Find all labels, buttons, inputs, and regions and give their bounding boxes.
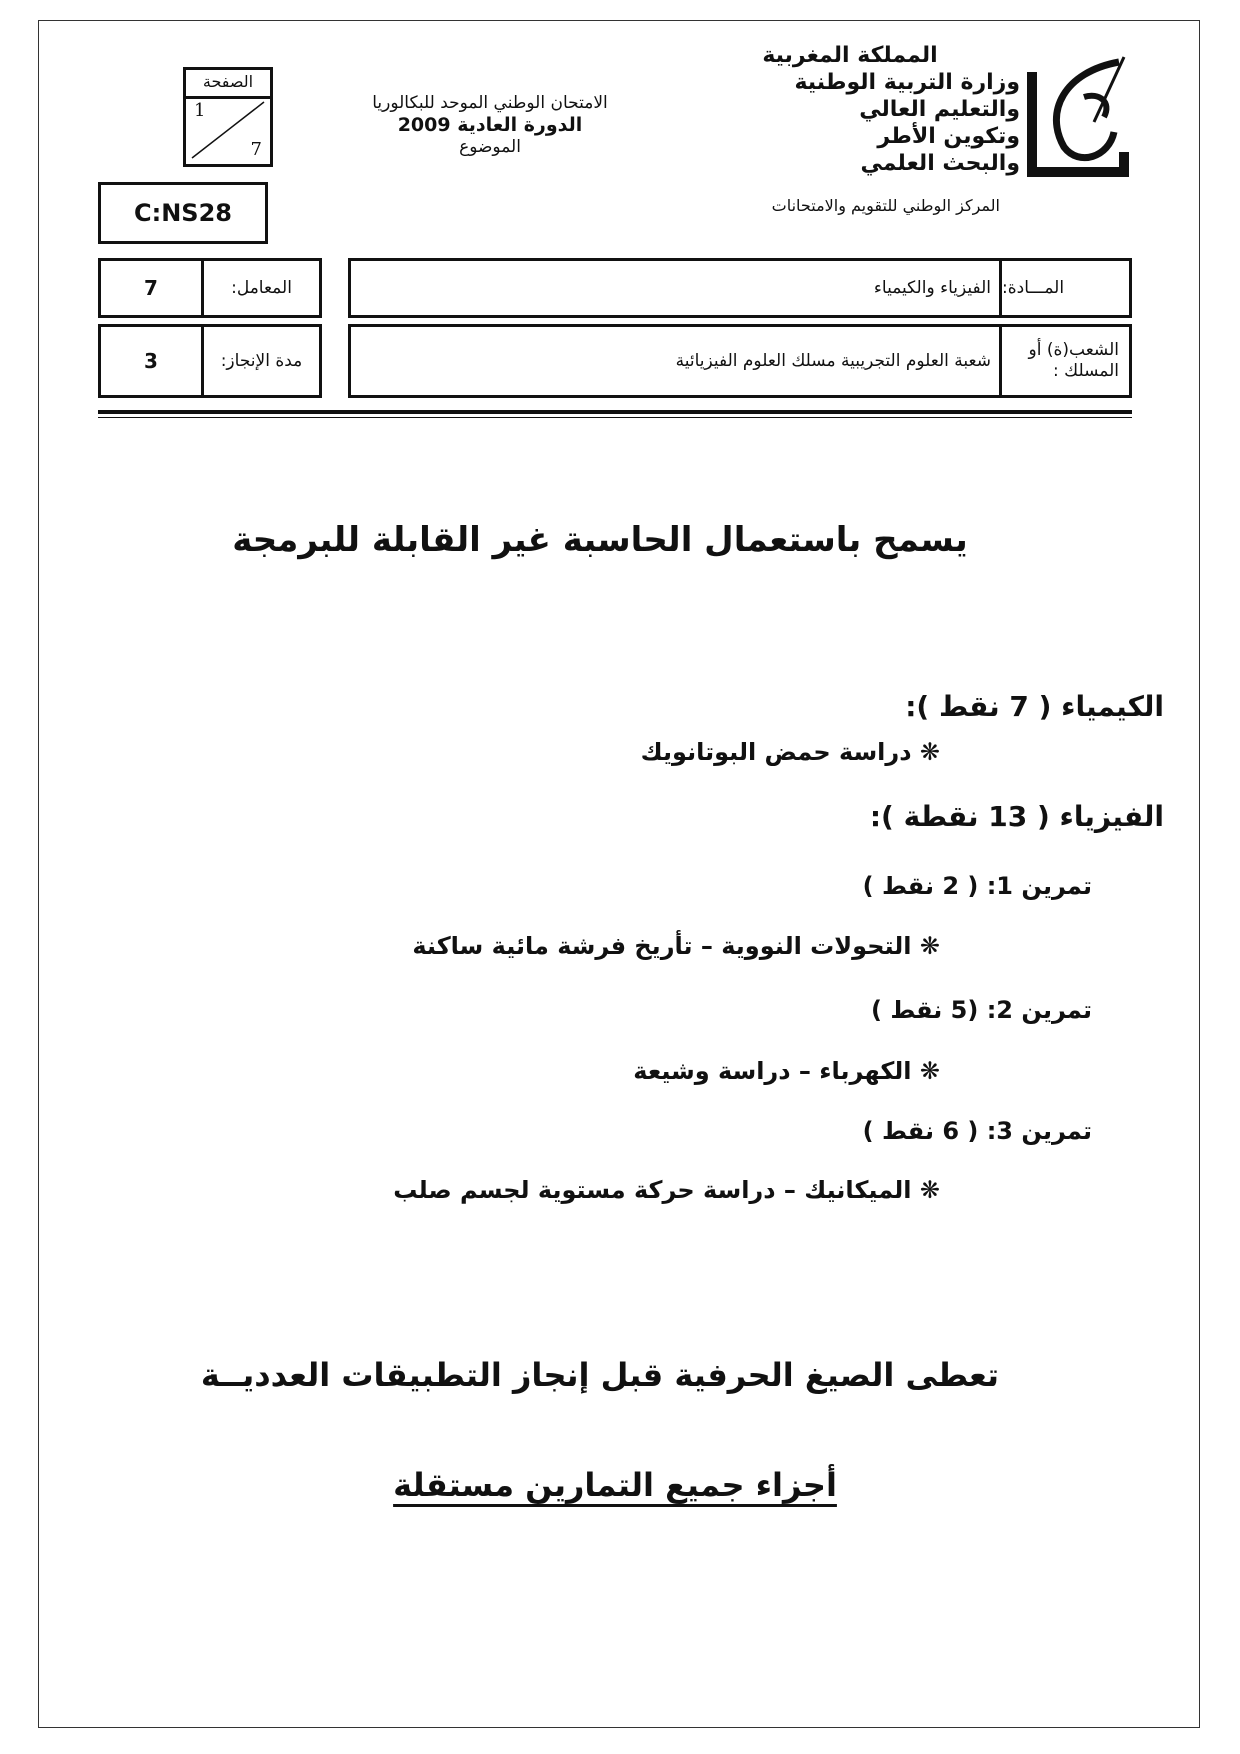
duration-box xyxy=(98,324,322,398)
exam-title-block xyxy=(330,92,650,158)
exercise-2-topic: ❋ الكهرباء – دراسة وشيعة xyxy=(633,1057,940,1085)
ministry-block xyxy=(680,42,1020,177)
kingdom-name: المملكة المغربية xyxy=(762,43,938,68)
exercise-2-title: تمرين 2: (5 نقط ) xyxy=(871,996,1092,1024)
header-divider-thin xyxy=(98,417,1132,418)
coefficient-value: 7 xyxy=(101,261,204,315)
exercise-1-title: تمرين 1: ( 2 نقط ) xyxy=(862,872,1092,900)
ministry-logo-icon xyxy=(1024,52,1134,182)
subject-value: الفيزياء والكيمياء xyxy=(873,278,991,298)
chemistry-title: الكيمياء ( 7 نقط ): xyxy=(905,690,1164,723)
page-current: 1 xyxy=(194,100,206,121)
page-label: الصفحة xyxy=(186,70,270,99)
calculator-note: يسمح باستعمال الحاسبة غير القابلة للبرمجة xyxy=(232,520,968,560)
page-number-box xyxy=(183,67,273,167)
ministry-line-3: وتكوين الأطر xyxy=(877,124,1020,149)
branch-box xyxy=(348,324,1132,398)
branch-label: الشعب(ة) أو المسلك : xyxy=(999,327,1129,395)
exercise-3-title: تمرين 3: ( 6 نقط ) xyxy=(862,1117,1092,1145)
ministry-line-4: والبحث العلمي xyxy=(860,151,1020,176)
exercise-1-topic: ❋ التحولات النووية – تأريخ فرشة مائية ساكنة xyxy=(412,932,940,960)
chemistry-topic: ❋ دراسة حمض البوتانويك xyxy=(640,738,940,766)
ministry-line-2: والتعليم العالي xyxy=(859,97,1020,122)
physics-title: الفيزياء ( 13 نقطة ): xyxy=(869,800,1164,833)
branch-value: شعبة العلوم التجريبية مسلك العلوم الفيزيائية xyxy=(675,351,991,371)
exam-name: الامتحان الوطني الموحد للبكالوريا xyxy=(372,93,608,113)
exam-subject-label: الموضوع xyxy=(459,137,521,157)
subject-box xyxy=(348,258,1132,318)
duration-label: مدة الإنجاز: xyxy=(220,351,303,371)
exercise-3-topic: ❋ الميكانيك – دراسة حركة مستوية لجسم صلب xyxy=(393,1176,940,1204)
subject-label: المـــادة: xyxy=(999,261,1129,315)
header-divider-thick xyxy=(98,410,1132,414)
coefficient-label: المعامل: xyxy=(231,278,292,298)
formula-note: تعطى الصيغ الحرفية قبل إنجاز التطبيقات العدديــة xyxy=(200,1356,1000,1394)
independence-note: أجزاء جميع التمارين مستقلة xyxy=(393,1466,837,1504)
evaluation-centre: المركز الوطني للتقويم والامتحانات xyxy=(771,196,1000,215)
ministry-line-1: وزارة التربية الوطنية xyxy=(794,70,1020,95)
coefficient-box xyxy=(98,258,322,318)
exam-session: الدورة العادية 2009 xyxy=(397,114,583,136)
page-total: 7 xyxy=(250,139,262,160)
exam-code: C:NS28 xyxy=(98,182,268,244)
duration-value: 3 xyxy=(101,327,204,395)
